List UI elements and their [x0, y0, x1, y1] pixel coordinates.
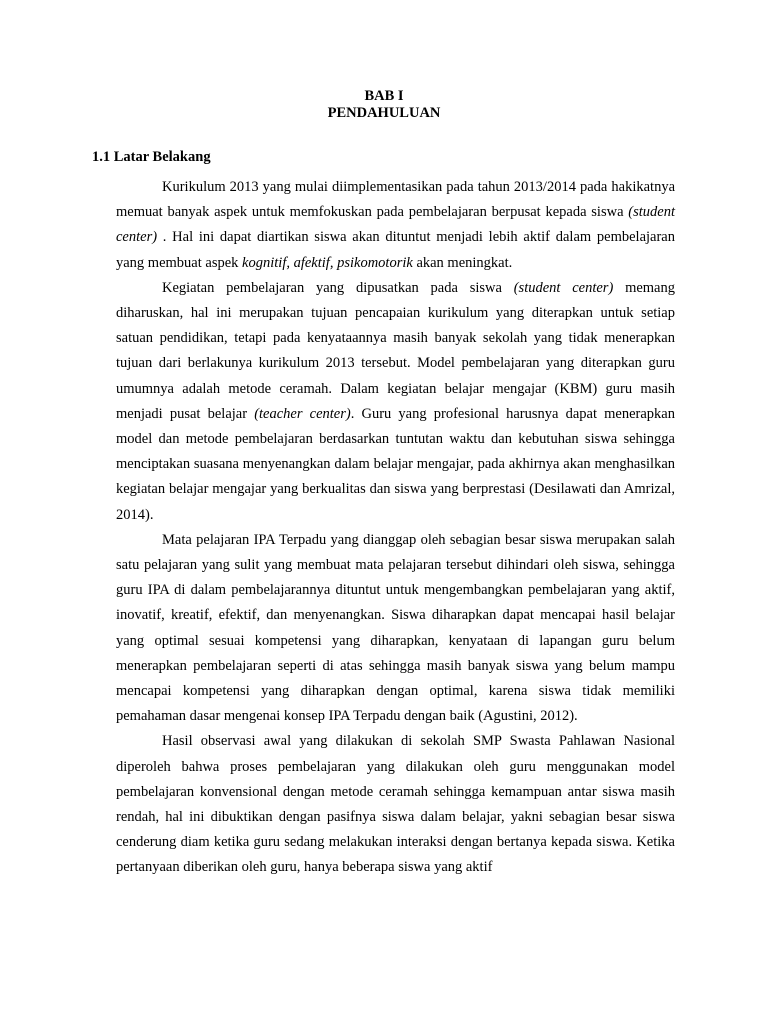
text-run: Kegiatan pembelajaran yang dipusatkan pada siswa	[162, 279, 514, 296]
paragraph	[116, 175, 675, 276]
italic-term: (student center)	[116, 204, 675, 246]
text-run: Kurikulum 2013 yang mulai diimplementasikan pada tahun 2013/2014 pada hakikatnya memuat banyak aspek untuk memfokuskan pada pembelajaran berpusat kepada siswa	[116, 179, 675, 221]
text-run: Hasil observasi awal yang dilakukan di sekolah SMP Swasta Pahlawan Nasional diperoleh bahwa proses pembelajaran yang dilakukan oleh guru menggunakan model pembelajaran konvensional dengan metode ceramah sehingga kemampuan antar siswa masih rendah, hal ini dibuktikan dengan pasifnya siswa dalam belajar, yakni sebagian besar siswa cenderung diam ketika guru sedang melakukan interaksi dengan bertanya kepada siswa. Ketika pertanyaan diberikan oleh guru, hanya beberapa siswa yang aktif	[116, 733, 675, 876]
chapter-title: PENDAHULUAN	[327, 105, 441, 121]
italic-term: (student center)	[513, 279, 614, 296]
paragraph	[116, 276, 675, 528]
chapter-number: BAB I	[364, 88, 404, 104]
text-run: Mata pelajaran IPA Terpadu yang dianggap oleh sebagian besar siswa merupakan salah satu pelajaran yang sulit yang membuat mata pelajaran tersebut dihindari oleh siswa, sehingga guru IPA di dalam pembelajarannya dituntut untuk mengembangkan pembelajaran yang aktif, inovatif, kreatif, efektif, dan menyenangkan. Siswa diharapkan dapat mencapai hasil belajar yang optimal sesuai kompetensi yang diharapkan, kenyataan di lapangan guru belum menerapkan pembelajaran seperti di atas sehingga masih banyak siswa yang belum mampu mencapai kompetensi yang diharapkan dengan optimal, karena siswa tidak memiliki pemahaman dasar mengenai konsep IPA Terpadu dengan baik (Agustini, 2012).	[116, 531, 675, 725]
italic-term: (teacher center)	[254, 405, 351, 422]
italic-term: kognitif, afektif, psikomotorik	[242, 254, 413, 271]
paragraph	[116, 528, 675, 730]
text-run: . Guru yang profesional harusnya dapat menerapkan model dan metode pembelajaran berdasarkan tuntutan waktu dan kebutuhan siswa sehingga menciptakan suasana menyenangkan dalam belajar mengajar, pada akhirnya akan menghasilkan kegiatan belajar mengajar yang berkualitas dan siswa yang berprestasi (Desilawati dan Amrizal, 2014).	[116, 405, 675, 523]
paragraph	[116, 729, 675, 880]
text-run: . Hal ini dapat diartikan siswa akan dituntut menjadi lebih aktif dalam pembelajaran yang membuat aspek	[116, 229, 675, 271]
text-run: akan meningkat.	[412, 254, 513, 271]
text-run: memang diharuskan, hal ini merupakan tujuan pencapaian kurikulum yang diterapkan untuk setiap satuan pendidikan, tetapi pada kenyataannya masih banyak sekolah yang tidak menerapkan tujuan dari berlakunya kurikulum 2013 tersebut. Model pembelajaran yang diterapkan guru umumnya adalah metode ceramah. Dalam kegiatan belajar mengajar (KBM) guru masih menjadi pusat belajar	[116, 279, 675, 422]
body-text	[116, 175, 675, 881]
section-heading: 1.1 Latar Belakang	[92, 149, 211, 165]
